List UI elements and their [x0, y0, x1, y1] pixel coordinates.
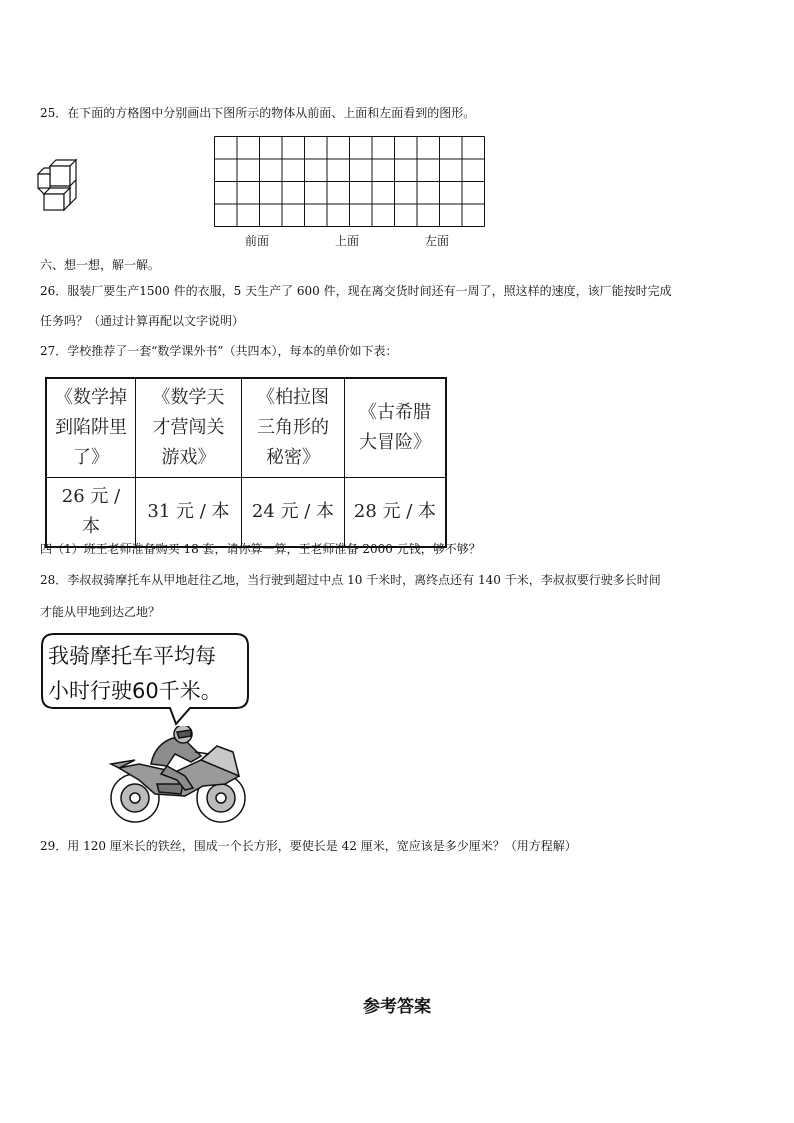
book-price-cell: 28 元 / 本 — [345, 478, 447, 548]
book-name-cell: 《柏拉图 三角形的 秘密》 — [242, 378, 345, 478]
answers-title: 参考答案 — [363, 997, 431, 1017]
book-name-cell: 《古希腊 大冒险》 — [345, 378, 447, 478]
speech-bubble-line2: 小时行驶60千米。 — [48, 679, 222, 703]
book-name-row — [46, 378, 446, 478]
book-price-cell: 24 元 / 本 — [242, 478, 345, 548]
book-price-cell: 31 元 / 本 — [136, 478, 242, 548]
grid-label-front: 前面 — [245, 234, 270, 248]
cube-stack-figure — [36, 158, 82, 212]
speech-bubble-line1: 我骑摩托车平均每 — [48, 644, 216, 668]
book-price-cell: 26 元 / 本 — [46, 478, 136, 548]
book-name-cell: 《数学天 才营闯关 游戏》 — [136, 378, 242, 478]
drawing-grid — [214, 136, 486, 228]
question-27: 27．学校推荐了一套“数学课外书”（共四本），每本的单价如下表： — [40, 344, 398, 358]
question-29: 29．用 120 厘米长的铁丝，围成一个长方形，要使长是 42 厘米，宽应该是多少厘米？（用方程解） — [40, 839, 577, 853]
section-6-heading: 六、想一想，解一解。 — [40, 258, 161, 272]
grid-label-left: 左面 — [425, 234, 450, 248]
question-28-line1: 28．李叔叔骑摩托车从甲地赶往乙地，当行驶到超过中点 10 千米时，离终点还有 140 千米，李叔叔要行驶多长时间 — [40, 573, 661, 587]
question-27-followup: 四（1）班王老师准备购买 18 套，请你算一算，王老师准备 2000 元钱，够不够？ — [40, 542, 481, 556]
question-26-line2: 任务吗？（通过计算再配以文字说明） — [40, 314, 245, 328]
question-26-line1: 26．服装厂要生产1500 件的衣服，5 天生产了 600 件，现在离交货时间还有一周了，照这样的速度，该厂能按时完成 — [40, 284, 672, 298]
book-name-cell: 《数学掉 到陷阱里 了》 — [46, 378, 136, 478]
question-28-line2: 才能从甲地到达乙地？ — [40, 605, 161, 619]
book-price-row — [46, 478, 446, 548]
grid-label-top: 上面 — [335, 234, 360, 248]
book-price-table — [45, 377, 447, 548]
question-25: 25．在下面的方格图中分别画出下图所示的物体从前面、上面和左面看到的图形。 — [40, 106, 476, 120]
motorcycle-rider-illustration — [105, 726, 251, 826]
